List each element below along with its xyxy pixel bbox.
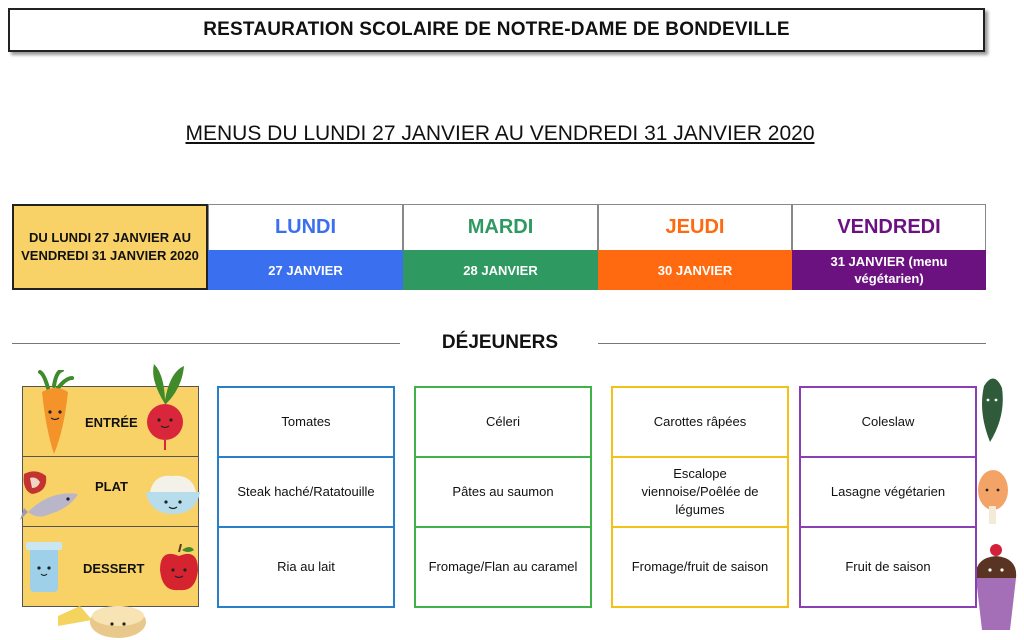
menu-entree-lundi: Tomates <box>219 388 393 458</box>
day-date-vendredi: 31 JANVIER (menu végétarien) <box>792 250 986 290</box>
category-label-entree: ENTRÉE <box>85 415 138 430</box>
category-label-plat: PLAT <box>95 479 128 494</box>
menu-plat-vendredi: Lasagne végétarien <box>801 458 975 528</box>
week-range-cell: DU LUNDI 27 JANVIER AU VENDREDI 31 JANVIER 2020 <box>12 204 208 290</box>
menu-dessert-vendredi: Fruit de saison <box>845 559 931 574</box>
day-date-lundi: 27 JANVIER <box>208 250 403 290</box>
carrot-icon <box>34 370 78 456</box>
menu-dessert-jeudi: Fromage/fruit de saison <box>631 559 769 574</box>
menu-column-mardi <box>414 386 592 608</box>
day-header-mardi: MARDI <box>403 204 598 250</box>
day-header-jeudi: JEUDI <box>598 204 792 250</box>
divider-left <box>12 343 400 344</box>
menu-entree-mardi: Céleri <box>416 388 590 458</box>
cupcake-icon <box>970 542 1020 632</box>
menu-entree-jeudi: Carottes râpées <box>613 388 787 458</box>
menu-plat-jeudi: Escalope viennoise/Poêlée de légumes <box>613 458 787 528</box>
day-date-jeudi: 30 JANVIER <box>598 250 792 290</box>
menu-dessert-lundi: Ria au lait <box>277 559 335 574</box>
day-date-mardi: 28 JANVIER <box>403 250 598 290</box>
day-header-lundi: LUNDI <box>208 204 403 250</box>
spinach-leaf-icon <box>976 372 1006 444</box>
apple-icon <box>156 544 202 594</box>
menu-column-jeudi <box>611 386 789 608</box>
divider-right <box>598 343 986 344</box>
menu-dessert-mardi: Fromage/Flan au caramel <box>428 559 578 574</box>
menu-plat-mardi: Pâtes au saumon <box>416 458 590 528</box>
page-title: RESTAURATION SCOLAIRE DE NOTRE-DAME DE BONDEVILLE <box>8 8 985 52</box>
day-header-vendredi: VENDREDI <box>792 204 986 250</box>
menu-column-lundi <box>217 386 395 608</box>
yogurt-icon <box>24 538 64 594</box>
menu-entree-vendredi: Coleslaw <box>801 388 975 458</box>
chicken-leg-icon <box>976 468 1010 530</box>
menu-column-vendredi <box>799 386 977 608</box>
menu-week-subtitle: MENUS DU LUNDI 27 JANVIER AU VENDREDI 31 JANVIER 2020 <box>185 122 815 145</box>
menu-plat-lundi: Steak haché/Ratatouille <box>219 458 393 528</box>
section-title-dejeuners: DÉJEUNERS <box>441 332 559 353</box>
cheese-icon <box>56 596 148 640</box>
rice-bowl-icon <box>144 470 202 516</box>
radish-icon <box>140 360 190 452</box>
meat-and-fish-icon <box>20 468 84 528</box>
category-label-dessert: DESSERT <box>83 561 145 576</box>
